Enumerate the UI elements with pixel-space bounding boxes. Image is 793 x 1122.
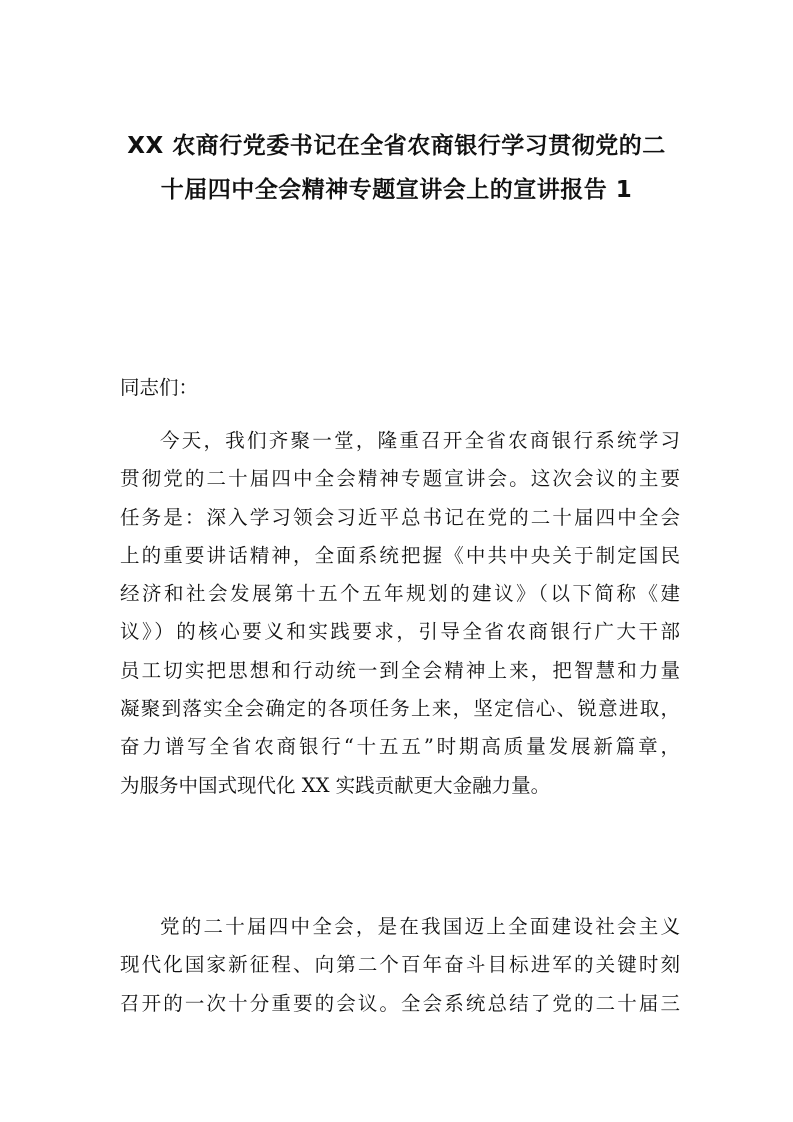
paragraph-line: 凝聚到落实全会确定的各项任务上来，坚定信心、锐意进取， xyxy=(120,697,680,721)
paragraph-line: 党的二十届四中全会，是在我国迈上全面建设社会主义 xyxy=(160,915,680,938)
paragraph-line: 经济和社会发展第十五个五年规划的建议》（以下简称《建 xyxy=(120,582,680,606)
paragraph-line: 任务是：深入学习领会习近平总书记在党的二十届四中全会 xyxy=(120,505,680,529)
paragraph-line: 奋力谱写全省农商银行“十五五”时期高质量发展新篇章， xyxy=(120,735,680,759)
title-line: 十届四中全会精神专题宣讲会上的宣讲报告 1 xyxy=(160,177,633,203)
paragraph-line: 贯彻党的二十届四中全会精神专题宣讲会。这次会议的主要 xyxy=(120,467,680,491)
paragraph-line: 为服务中国式现代化 XX 实践贡献更大金融力量。 xyxy=(120,773,551,797)
body-paragraph xyxy=(120,424,680,807)
body-paragraph xyxy=(120,910,680,1025)
paragraph-line: 议》）的核心要义和实践要求，引导全省农商银行广大干部 xyxy=(120,620,680,644)
paragraph-line: 员工切实把思想和行动统一到全会精神上来，把智慧和力量 xyxy=(120,658,680,682)
title-line: XX 农商行党委书记在全省农商银行学习贯彻党的二 xyxy=(127,133,666,159)
paragraph-line: 上的重要讲话精神，全面系统把握《中共中央关于制定国民 xyxy=(120,543,680,567)
salutation: 同志们： xyxy=(120,376,199,399)
document-title xyxy=(110,124,683,212)
paragraph-line: 今天，我们齐聚一堂，隆重召开全省农商银行系统学习 xyxy=(160,429,680,452)
paragraph-line: 现代化国家新征程、向第二个百年奋斗目标进军的关键时刻 xyxy=(120,953,680,977)
paragraph-line: 召开的一次十分重要的会议。全会系统总结了党的二十届三 xyxy=(120,991,680,1015)
